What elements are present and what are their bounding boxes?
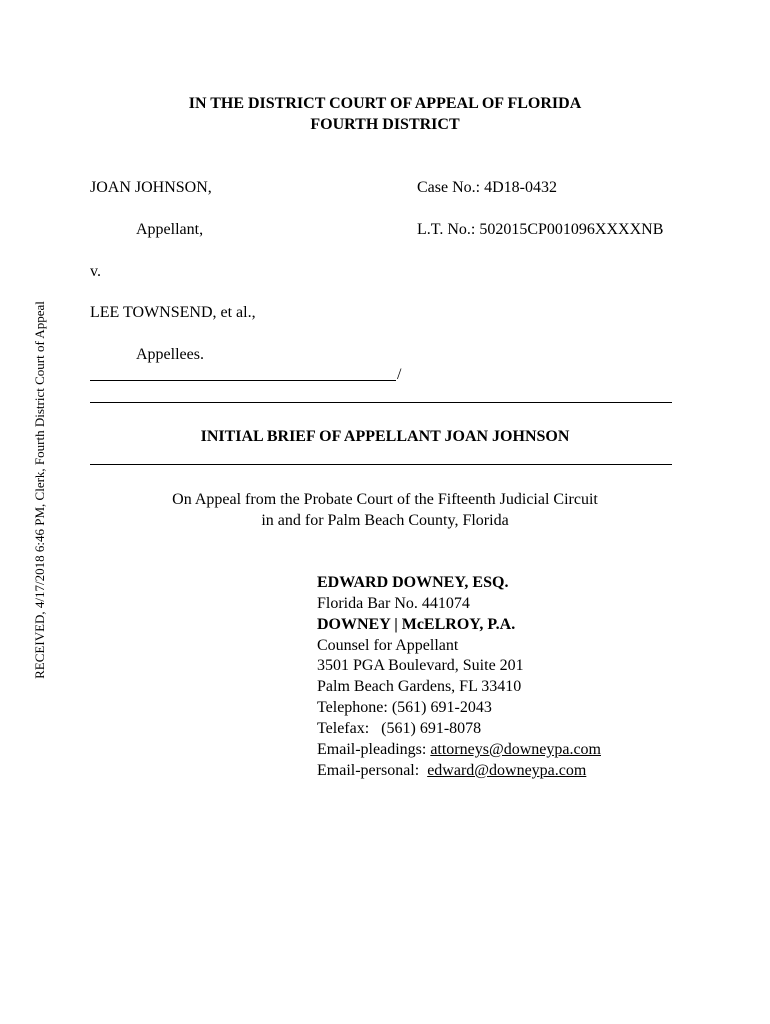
title-rule-bottom — [90, 464, 672, 465]
title-rule-top — [90, 402, 672, 403]
caption-rule — [90, 380, 396, 381]
email-pleadings-row — [317, 740, 601, 760]
case-number: Case No.: 4D18-0432 — [417, 179, 557, 196]
appellant-role: Appellant, — [136, 221, 204, 238]
telephone: Telephone: (561) 691-2043 — [317, 699, 492, 716]
counsel-role: Counsel for Appellant — [317, 637, 459, 654]
attorney-name: EDWARD DOWNEY, ESQ. — [317, 574, 509, 591]
court-district: FOURTH DISTRICT — [310, 116, 460, 133]
address-line1: 3501 PGA Boulevard, Suite 201 — [317, 657, 524, 674]
versus: v. — [90, 263, 101, 280]
appeal-from-line1: On Appeal from the Probate Court of the Fifteenth Judicial Circuit — [172, 491, 598, 508]
address-line2: Palm Beach Gardens, FL 33410 — [317, 678, 522, 695]
appeal-from-line2: in and for Palm Beach County, Florida — [261, 512, 509, 529]
caption-slash: / — [397, 366, 402, 383]
received-stamp: RECEIVED, 4/17/2018 6:46 PM, Clerk, Fourth District Court of Appeal — [32, 301, 47, 679]
appellant-name: JOAN JOHNSON, — [90, 179, 212, 196]
email-pleadings-link[interactable]: attorneys@downeypa.com — [430, 741, 601, 758]
email-personal-link[interactable]: edward@downeypa.com — [427, 762, 587, 779]
lower-tribunal-number: L.T. No.: 502015CP001096XXXXNB — [417, 221, 664, 238]
brief-title: INITIAL BRIEF OF APPELLANT JOAN JOHNSON — [200, 428, 570, 445]
appellee-role: Appellees. — [136, 346, 204, 363]
email-personal-row — [317, 761, 586, 781]
email-pleadings-label: Email-pleadings: — [317, 741, 431, 758]
email-personal-label: Email-personal: — [317, 762, 428, 779]
firm-name: DOWNEY | McELROY, P.A. — [317, 616, 516, 633]
appellee-name: LEE TOWNSEND, et al., — [90, 304, 256, 321]
bar-number: Florida Bar No. 441074 — [317, 595, 470, 612]
court-name: IN THE DISTRICT COURT OF APPEAL OF FLORIDA — [188, 95, 582, 112]
telefax: Telefax: (561) 691-8078 — [317, 720, 482, 737]
